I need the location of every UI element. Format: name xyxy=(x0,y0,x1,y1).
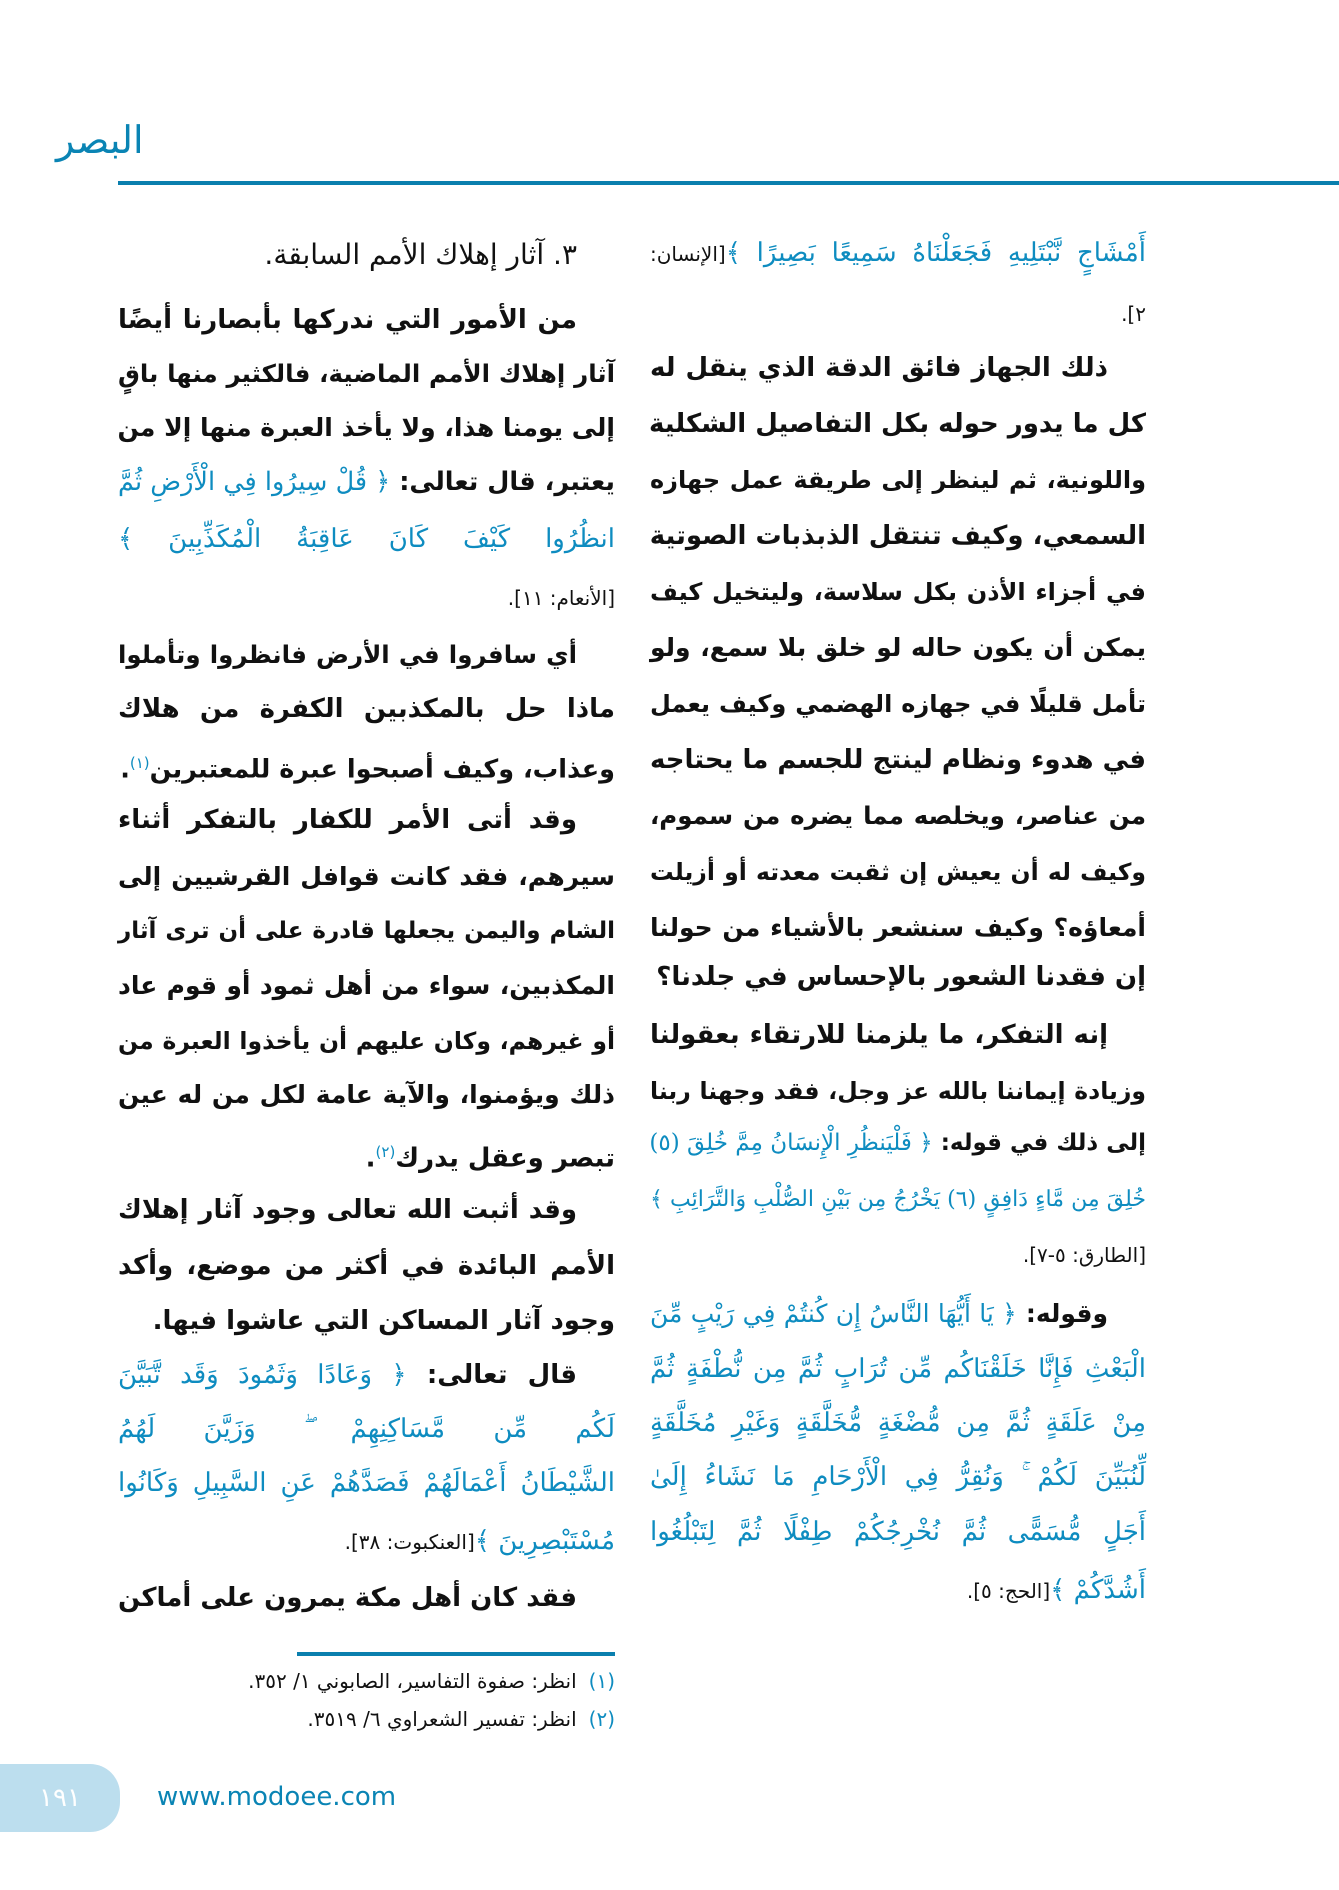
body-text: وقد أتى الأمر للكفار بالتفكر أثناء xyxy=(118,805,577,835)
body-text: قال تعالى: xyxy=(406,1360,577,1390)
text-line xyxy=(118,681,615,737)
body-text: السمعي، وكيف تنتقل الذبذبات الصوتية xyxy=(649,521,1146,551)
quran-verse: ﴿ قُلْ سِيرُوا فِي الْأَرْضِ ثُمَّ xyxy=(118,467,391,497)
quran-verse: أَجَلٍ مُّسَمًّى ثُمَّ نُخْرِجُكُمْ طِفْلًا ثُمَّ لِتَبْلُغُوا xyxy=(650,1517,1146,1547)
text-line xyxy=(650,676,1146,732)
text-line xyxy=(650,452,1146,508)
body-text: وقوله: xyxy=(1016,1299,1108,1328)
text-line xyxy=(118,1182,615,1238)
website-link[interactable]: www.modoee.com xyxy=(157,1782,397,1812)
quran-verse: أَمْشَاجٍ نَّبْتَلِيهِ فَجَعَلْنَاهُ سَمِيعًا بَصِيرًا ﴾ xyxy=(725,238,1146,268)
body-text: ٣. آثار إهلاك الأمم السابقة. xyxy=(264,238,577,271)
footnote-1 xyxy=(118,1662,615,1700)
quran-verse: الْبَعْثِ فَإِنَّا خَلَقْنَاكُم مِّن تُرَابٍ ثُمَّ مِن نُّطْفَةٍ ثُمَّ xyxy=(650,1354,1146,1384)
body-text: وقد أثبت الله تعالى وجود آثار إهلاك xyxy=(118,1195,577,1225)
quran-verse: ﴿ وَعَادًا وَثَمُودَ وَقَد تَّبَيَّنَ xyxy=(118,1360,407,1390)
quran-verse: أَشُدَّكُمْ ﴾ xyxy=(1050,1575,1146,1605)
text-line xyxy=(118,792,615,848)
body-text: من الأمور التي ندركها بأبصارنا أيضًا xyxy=(118,305,577,335)
body-text: في أجزاء الأذن بكل سلاسة، وليتخيل كيف xyxy=(650,578,1146,606)
text-line xyxy=(118,346,615,402)
body-text: أي سافروا في الأرض فانظروا وتأملوا xyxy=(118,640,577,669)
body-text: إلى يومنا هذا، ولا يأخذ العبرة منها إلا من xyxy=(117,413,615,442)
body-text: من عناصر، ويخلصه مما يضره من سموم، xyxy=(650,801,1146,830)
body-text: وزيادة إيماننا بالله عز وجل، فقد وجهنا ربنا xyxy=(650,1077,1146,1105)
text-line xyxy=(650,1172,1146,1228)
text-line xyxy=(650,788,1146,844)
body-text: وكيف له أن يعيش إن ثقبت معدته أو أزيلت xyxy=(650,858,1146,886)
text-line xyxy=(118,1124,615,1180)
text-line xyxy=(650,508,1146,564)
text-line xyxy=(118,1347,615,1403)
text-line xyxy=(650,396,1146,452)
quran-verse: مِنْ عَلَقَةٍ ثُمَّ مِن مُّضْغَةٍ مُّخَلَّقَةٍ وَغَيْرِ مُخَلَّقَةٍ xyxy=(650,1408,1146,1438)
text-line xyxy=(118,1455,615,1511)
text-line xyxy=(118,1293,615,1349)
text-line xyxy=(118,1238,615,1294)
body-text: الشام واليمن يجعلها قادرة على أن ترى آثار xyxy=(118,918,615,944)
footnote-number: (٢) xyxy=(588,1707,615,1731)
footnote-text: انظر: صفوة التفاسير، الصابوني ١/ ٣٥٢. xyxy=(248,1669,577,1693)
text-line xyxy=(650,225,1146,281)
body-text: إلى ذلك في قوله: xyxy=(932,1130,1146,1156)
footnote-divider xyxy=(297,1652,615,1656)
text-line xyxy=(650,340,1146,396)
quran-verse: الشَّيْطَانُ أَعْمَالَهُمْ فَصَدَّهُمْ عَنِ السَّبِيلِ وَكَانُوا xyxy=(118,1468,615,1498)
quran-verse: ﴿ فَلْيَنظُرِ الْإِنسَانُ مِمَّ خُلِقَ (٥) xyxy=(649,1130,933,1156)
text-line xyxy=(118,569,615,625)
body-text: وعذاب، وكيف أصبحوا عبرة للمعتبرين xyxy=(149,754,615,785)
verse-reference: [الأنعام: ١١]. xyxy=(507,586,615,610)
right-column xyxy=(650,0,1146,1700)
footnote-text: انظر: تفسير الشعراوي ٦/ ٣٥١٩. xyxy=(307,1707,577,1731)
body-text: المكذبين، سواء من أهل ثمود أو قوم عاد xyxy=(118,971,615,1000)
body-text: تأمل قليلًا في جهازه الهضمي وكيف يعمل xyxy=(650,690,1146,718)
text-line xyxy=(650,1504,1146,1560)
text-line xyxy=(650,1395,1146,1451)
quran-verse: لِّنُبَيِّنَ لَكُمْ ۚ وَنُقِرُّ فِي الْأَرْحَامِ مَا نَشَاءُ إِلَىٰ xyxy=(650,1462,1146,1492)
verse-reference: ٢]. xyxy=(1121,302,1146,326)
text-line xyxy=(118,958,615,1014)
text-line xyxy=(118,400,615,456)
verse-reference: [الإنسان: xyxy=(650,242,726,266)
body-text: آثار إهلاك الأمم الماضية، فالكثير منها باقٍ xyxy=(118,359,615,388)
body-text: ذلك ويؤمنوا، والآية عامة لكل من له عين xyxy=(118,1080,615,1109)
body-text: يمكن أن يكون حاله لو خلق بلا سمع، ولو xyxy=(650,633,1146,662)
body-text: . xyxy=(120,754,130,785)
text-line xyxy=(118,735,615,791)
text-line xyxy=(118,1013,615,1069)
text-line xyxy=(650,900,1146,956)
verse-reference: [العنكبوت: ٣٨]. xyxy=(344,1530,475,1554)
text-line xyxy=(650,949,1146,1005)
text-line xyxy=(650,1007,1146,1063)
text-line xyxy=(118,1401,615,1457)
text-line xyxy=(650,1063,1146,1119)
body-text: في هدوء ونظام لينتج للجسم ما يحتاجه xyxy=(650,745,1146,775)
text-line xyxy=(650,564,1146,620)
footnote-2 xyxy=(118,1700,615,1738)
text-line xyxy=(650,1341,1146,1397)
verse-reference: [الحج: ٥]. xyxy=(966,1579,1051,1603)
body-text: ذلك الجهاز فائق الدقة الذي ينقل له xyxy=(650,353,1108,383)
body-text: إنه التفكر، ما يلزمنا للارتقاء بعقولنا xyxy=(650,1020,1108,1050)
text-line xyxy=(118,292,615,348)
text-line xyxy=(118,1513,615,1569)
body-text: يعتبر، قال تعالى: xyxy=(390,467,615,497)
text-line xyxy=(118,903,615,959)
quran-verse: ﴿ يَا أَيُّهَا النَّاسُ إِن كُنتُمْ فِي رَيْبٍ مِّنَ xyxy=(650,1299,1017,1328)
body-text: أو غيرهم، وكان عليهم أن يأخذوا العبرة من xyxy=(118,1027,615,1055)
footnote-marker[interactable]: (٢) xyxy=(375,1143,396,1161)
body-text: كل ما يدور حوله بكل التفاصيل الشكلية xyxy=(648,409,1146,439)
text-line xyxy=(650,285,1146,341)
body-text: واللونية، ثم لينظر إلى طريقة عمل جهازه xyxy=(650,466,1146,494)
verse-reference: [الطارق: ٥-٧]. xyxy=(1022,1243,1146,1267)
text-line xyxy=(650,1286,1146,1342)
text-line xyxy=(650,1449,1146,1505)
body-text: وجود آثار المساكن التي عاشوا فيها. xyxy=(152,1306,615,1336)
body-text: إن فقدنا الشعور بالإحساس في جلدنا؟ xyxy=(656,962,1146,992)
text-line xyxy=(650,732,1146,788)
body-text: . xyxy=(365,1143,376,1174)
quran-verse: لَكُم مِّن مَّسَاكِنِهِمْ ۖ وَزَيَّنَ لَهُمُ xyxy=(118,1414,615,1444)
quran-verse: خُلِقَ مِن مَّاءٍ دَافِقٍ (٦) يَخْرُجُ مِن بَيْنِ الصُّلْبِ وَالتَّرَائِبِ ﴾ xyxy=(650,1187,1146,1212)
text-line xyxy=(650,1226,1146,1282)
text-line xyxy=(650,620,1146,676)
footnote-marker[interactable]: (١) xyxy=(129,754,150,772)
body-text: الأمم البائدة في أكثر من موضع، وأكد xyxy=(118,1251,615,1281)
text-line xyxy=(118,627,615,683)
section-heading xyxy=(118,227,615,283)
footnote-number: (١) xyxy=(588,1669,615,1693)
body-text: ماذا حل بالمكذبين الكفرة من هلاك xyxy=(118,694,615,724)
text-line xyxy=(650,1562,1146,1618)
body-text: فقد كان أهل مكة يمرون على أماكن xyxy=(118,1583,577,1613)
text-line xyxy=(650,844,1146,900)
text-line xyxy=(118,849,615,905)
body-text: تبصر وعقل يدرك xyxy=(395,1143,615,1174)
body-text: سيرهم، فقد كانت قوافل القرشيين إلى xyxy=(118,862,615,891)
page-number: ١٩١ xyxy=(0,1764,120,1832)
text-line xyxy=(118,1570,615,1626)
left-column xyxy=(118,0,615,1700)
quran-verse: مُسْتَبْصِرِينَ ﴾ xyxy=(474,1526,615,1556)
chapter-title: البصر xyxy=(56,118,144,162)
text-line xyxy=(118,1067,615,1123)
body-text: أمعاؤه؟ وكيف سنشعر بالأشياء من حولنا xyxy=(650,913,1146,942)
text-line xyxy=(118,454,615,510)
text-line xyxy=(650,1115,1146,1171)
text-line xyxy=(118,511,615,567)
quran-verse: انظُرُوا كَيْفَ كَانَ عَاقِبَةُ الْمُكَذِّبِينَ ﴾ xyxy=(118,524,615,554)
